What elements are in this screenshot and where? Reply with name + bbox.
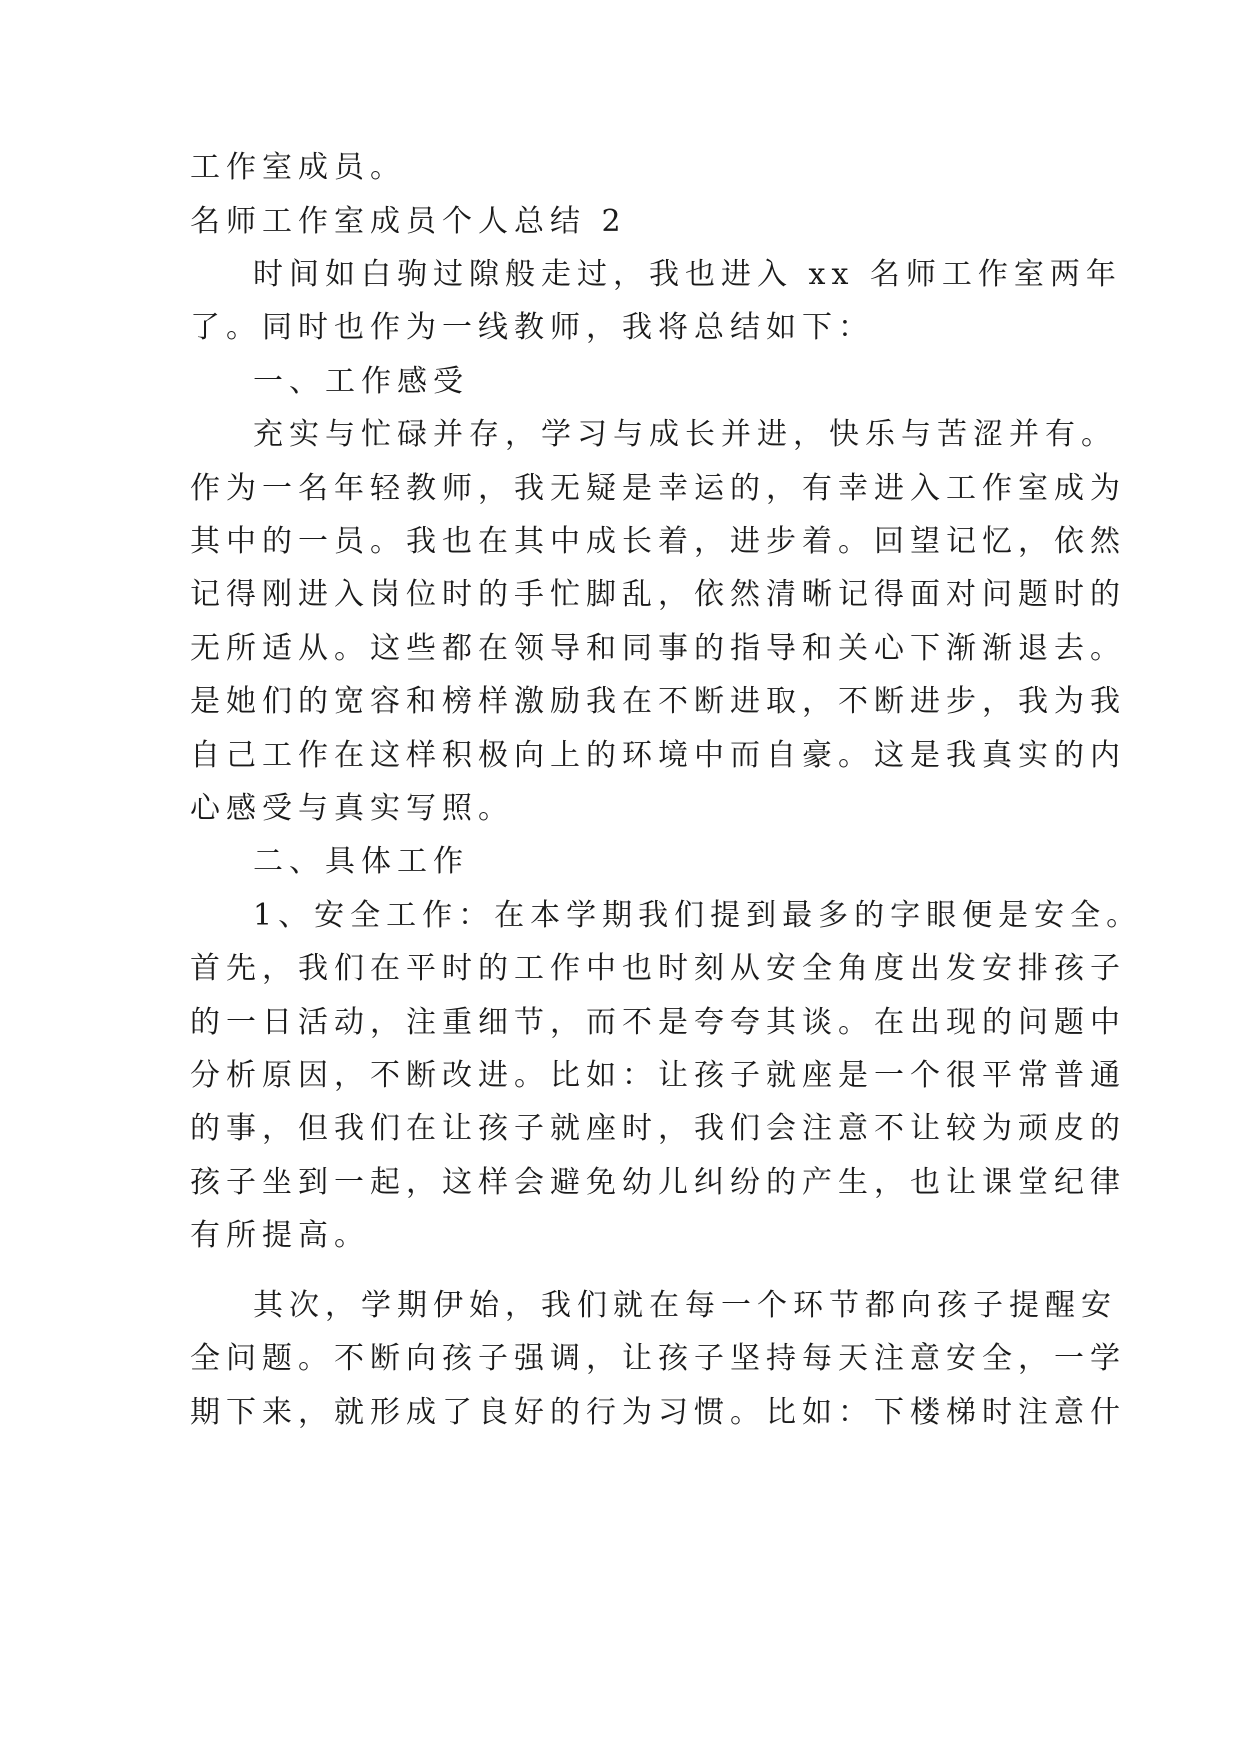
text-line: 其次，学期伊始，我们就在每一个环节都向孩子提醒安 (253, 1288, 1117, 1323)
text-line: 全问题。不断向孩子强调，让孩子坚持每天注意安全，一学 (190, 1341, 1126, 1376)
text-line: 其中的一员。我也在其中成长着，进步着。回望记忆，依然 (190, 524, 1126, 559)
text-line: 是她们的宽容和榜样激励我在不断进取，不断进步，我为我 (190, 684, 1126, 719)
heading-work-feelings: 一、工作感受 (253, 364, 469, 399)
text-line: 的事，但我们在让孩子就座时，我们会注意不让较为顽皮的 (190, 1111, 1126, 1146)
text-line: 期下来，就形成了良好的行为习惯。比如：下楼梯时注意什 (190, 1395, 1126, 1430)
text-line: 首先，我们在平时的工作中也时刻从安全角度出发安排孩子 (190, 951, 1126, 986)
text-line: 了。同时也作为一线教师，我将总结如下： (190, 310, 874, 345)
section-title: 名师工作室成员个人总结 2 (190, 204, 627, 239)
text-line: 的一日活动，注重细节，而不是夸夸其谈。在出现的问题中 (190, 1005, 1126, 1040)
heading-specific-work: 二、具体工作 (253, 844, 469, 879)
text-line: 时间如白驹过隙般走过，我也进入 xx 名师工作室两年 (253, 257, 1122, 292)
text-line: 作为一名年轻教师，我无疑是幸运的，有幸进入工作室成为 (190, 471, 1126, 506)
text-line: 1、安全工作：在本学期我们提到最多的字眼便是安全。 (253, 898, 1143, 933)
text-line: 记得刚进入岗位时的手忙脚乱，依然清晰记得面对问题时的 (190, 577, 1126, 612)
text-line: 孩子坐到一起，这样会避免幼儿纠纷的产生，也让课堂纪律 (190, 1165, 1126, 1200)
text-line: 有所提高。 (190, 1218, 370, 1253)
text-line: 无所适从。这些都在领导和同事的指导和关心下渐渐退去。 (190, 631, 1126, 666)
text-line: 心感受与真实写照。 (190, 791, 514, 826)
text-line: 充实与忙碌并存，学习与成长并进，快乐与苦涩并有。 (253, 417, 1117, 452)
text-line: 工作室成员。 (190, 150, 406, 185)
text-line: 自己工作在这样积极向上的环境中而自豪。这是我真实的内 (190, 738, 1126, 773)
text-line: 分析原因，不断改进。比如：让孩子就座是一个很平常普通 (190, 1058, 1126, 1093)
